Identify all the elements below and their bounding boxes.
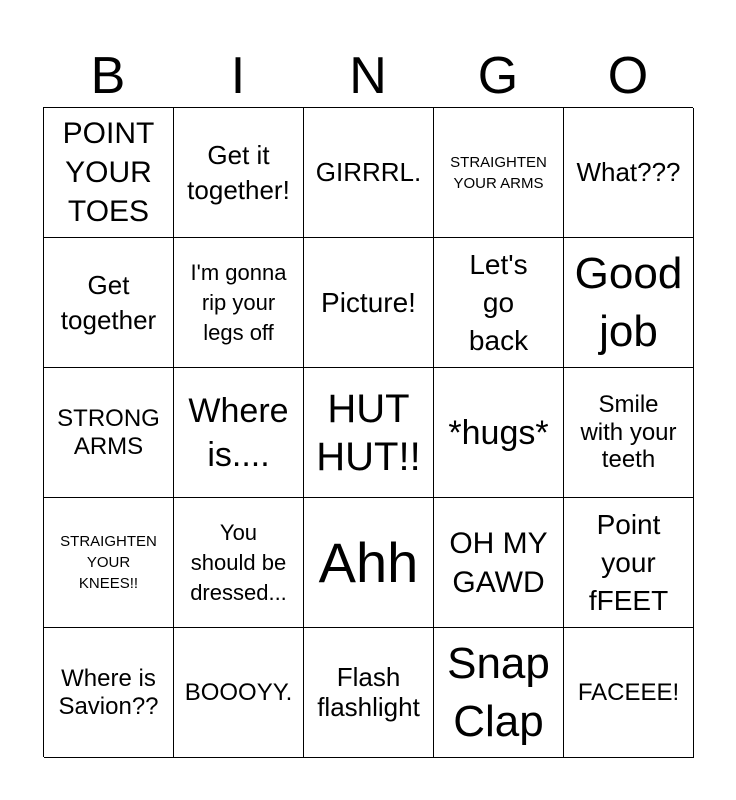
- cell-text: BOOOYY.: [184, 678, 293, 706]
- bingo-cell[interactable]: [174, 238, 304, 368]
- cell-text: STRONG ARMS: [57, 404, 160, 460]
- bingo-cell[interactable]: [174, 108, 304, 238]
- cell-text: Picture!: [321, 286, 416, 318]
- cell-text: What???: [576, 157, 681, 187]
- cell-text: STRAIGHTEN YOUR ARMS: [450, 153, 547, 192]
- bingo-cell[interactable]: [434, 368, 564, 498]
- bingo-cell[interactable]: [304, 368, 434, 498]
- bingo-cell[interactable]: [304, 238, 434, 368]
- bingo-cell[interactable]: [434, 238, 564, 368]
- cell-text: FACEEE!: [577, 678, 680, 706]
- bingo-cell[interactable]: [304, 108, 434, 238]
- bingo-cell[interactable]: [564, 108, 694, 238]
- bingo-cell[interactable]: [44, 368, 174, 498]
- header-letter-b: B: [90, 47, 126, 105]
- cell-text: I'm gonna rip your legs off: [190, 259, 287, 345]
- header-letter-i: I: [230, 47, 246, 105]
- bingo-cell[interactable]: [564, 498, 694, 628]
- cell-text: Good job: [574, 248, 683, 356]
- bingo-cell[interactable]: [44, 238, 174, 368]
- bingo-cell[interactable]: [174, 628, 304, 758]
- cell-text: Snap Clap: [447, 638, 550, 746]
- cell-text: Flash flashlight: [317, 661, 420, 722]
- bingo-cell[interactable]: [434, 108, 564, 238]
- cell-text: Get it together!: [187, 139, 290, 205]
- bingo-cell[interactable]: [564, 628, 694, 758]
- cell-text: Where is....: [188, 391, 289, 474]
- cell-text: Smile with your teeth: [580, 391, 677, 474]
- cell-text: Point your fFEET: [588, 508, 669, 616]
- bingo-cell[interactable]: [304, 498, 434, 628]
- cell-text: Get together: [60, 269, 157, 335]
- cell-text: HUT HUT!!: [316, 386, 421, 479]
- bingo-header: [43, 44, 693, 108]
- cell-text: GIRRRL.: [315, 157, 422, 187]
- bingo-cell[interactable]: [564, 368, 694, 498]
- bingo-cell[interactable]: [564, 238, 694, 368]
- header-letter-n: N: [349, 47, 387, 105]
- bingo-cell[interactable]: [174, 498, 304, 628]
- cell-text: STRAIGHTEN YOUR KNEES!!: [60, 533, 157, 592]
- bingo-board: [43, 107, 693, 757]
- cell-text: *hugs*: [448, 413, 549, 452]
- cell-text: POINT YOUR TOES: [62, 117, 155, 228]
- cell-text: Ahh: [318, 530, 419, 594]
- bingo-cell[interactable]: [44, 108, 174, 238]
- header-letter-g: G: [477, 47, 519, 105]
- cell-text: OH MY GAWD: [449, 526, 548, 599]
- bingo-cell[interactable]: [304, 628, 434, 758]
- cell-text: Let's go back: [468, 248, 529, 356]
- header-letter-o: O: [607, 47, 649, 105]
- bingo-cell[interactable]: [174, 368, 304, 498]
- cell-text: Where is Savion??: [58, 664, 159, 720]
- bingo-cell[interactable]: [44, 498, 174, 628]
- bingo-cell[interactable]: [434, 498, 564, 628]
- bingo-cell[interactable]: [44, 628, 174, 758]
- cell-text: You should be dressed...: [190, 519, 287, 605]
- bingo-cell[interactable]: [434, 628, 564, 758]
